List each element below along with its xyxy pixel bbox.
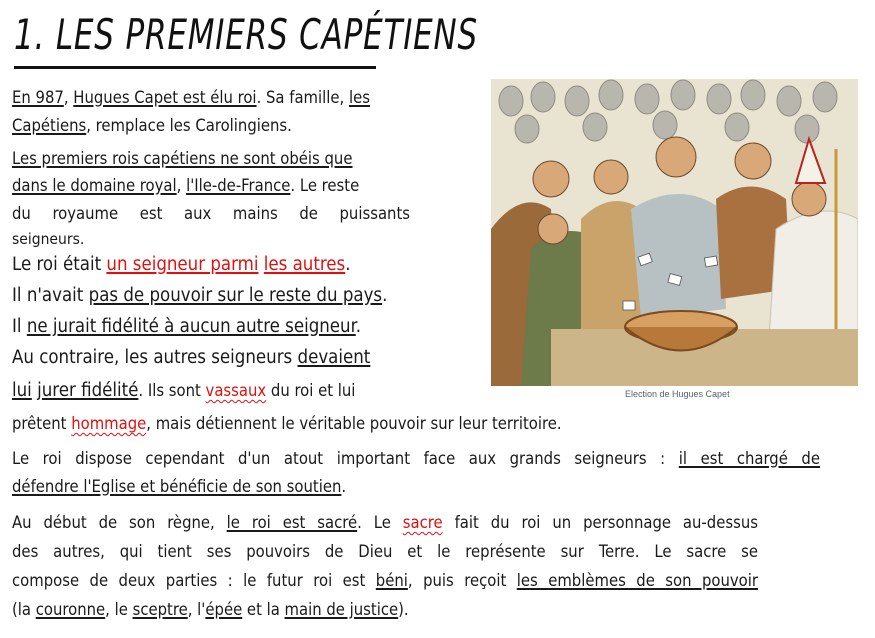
text-line: dans le domaine royal, l'Ile-de-France. Le reste — [12, 176, 360, 195]
text-line: prêtent hommage, mais détiennent le véritable pouvoir sur leur territoire. — [12, 414, 562, 433]
text-line: défendre l'Eglise et bénéficie de son soutien. — [12, 477, 347, 496]
text-line: Le roi dispose cependant d'un atout important face aux grands seigneurs : il est chargé de — [12, 449, 820, 468]
text-line: Capétiens, remplace les Carolingiens. — [12, 116, 292, 135]
keyword-les-capetiens: les — [348, 88, 370, 107]
text-line: Au début de son règne, le roi est sacré. Le sacre fait du roi un personnage au-dessus — [12, 513, 758, 532]
page-title: 1. LES PREMIERS CAPÉTIENS — [14, 10, 479, 59]
date-987: En 987 — [12, 88, 64, 107]
text-line: Le roi était un seigneur parmi les autres. — [12, 254, 351, 275]
text-line: Au contraire, les autres seigneurs devaient — [12, 347, 371, 368]
text-line: compose de deux parties : le futur roi est béni, puis reçoit les emblèmes de son pouvoir — [12, 571, 758, 590]
text-line: Il n'avait pas de pouvoir sur le reste du pays. — [12, 285, 388, 306]
text-line: lui jurer fidélité. Ils sont vassaux du roi et lui — [12, 380, 356, 401]
text-line: Les premiers rois capétiens ne sont obéis que — [12, 149, 353, 168]
keyword-hugues-capet: Hugues Capet est élu roi — [73, 88, 257, 107]
text-line: En 987, Hugues Capet est élu roi. Sa famille, les — [12, 88, 370, 107]
text-line: Il ne jurait fidélité à aucun autre seigneur. — [12, 316, 362, 337]
election-illustration — [491, 79, 858, 386]
text-line: seigneurs. — [12, 230, 85, 248]
text-line: du royaume est aux mains de puissants — [12, 204, 410, 223]
title-underline — [14, 66, 376, 69]
text-line: (la couronne, le sceptre, l'épée et la main de justice). — [12, 600, 409, 619]
figure-caption: Election de Hugues Capet — [625, 389, 730, 399]
text-line: des autres, qui tient ses pouvoirs de Dieu et le représente sur Terre. Le sacre se — [12, 542, 758, 561]
